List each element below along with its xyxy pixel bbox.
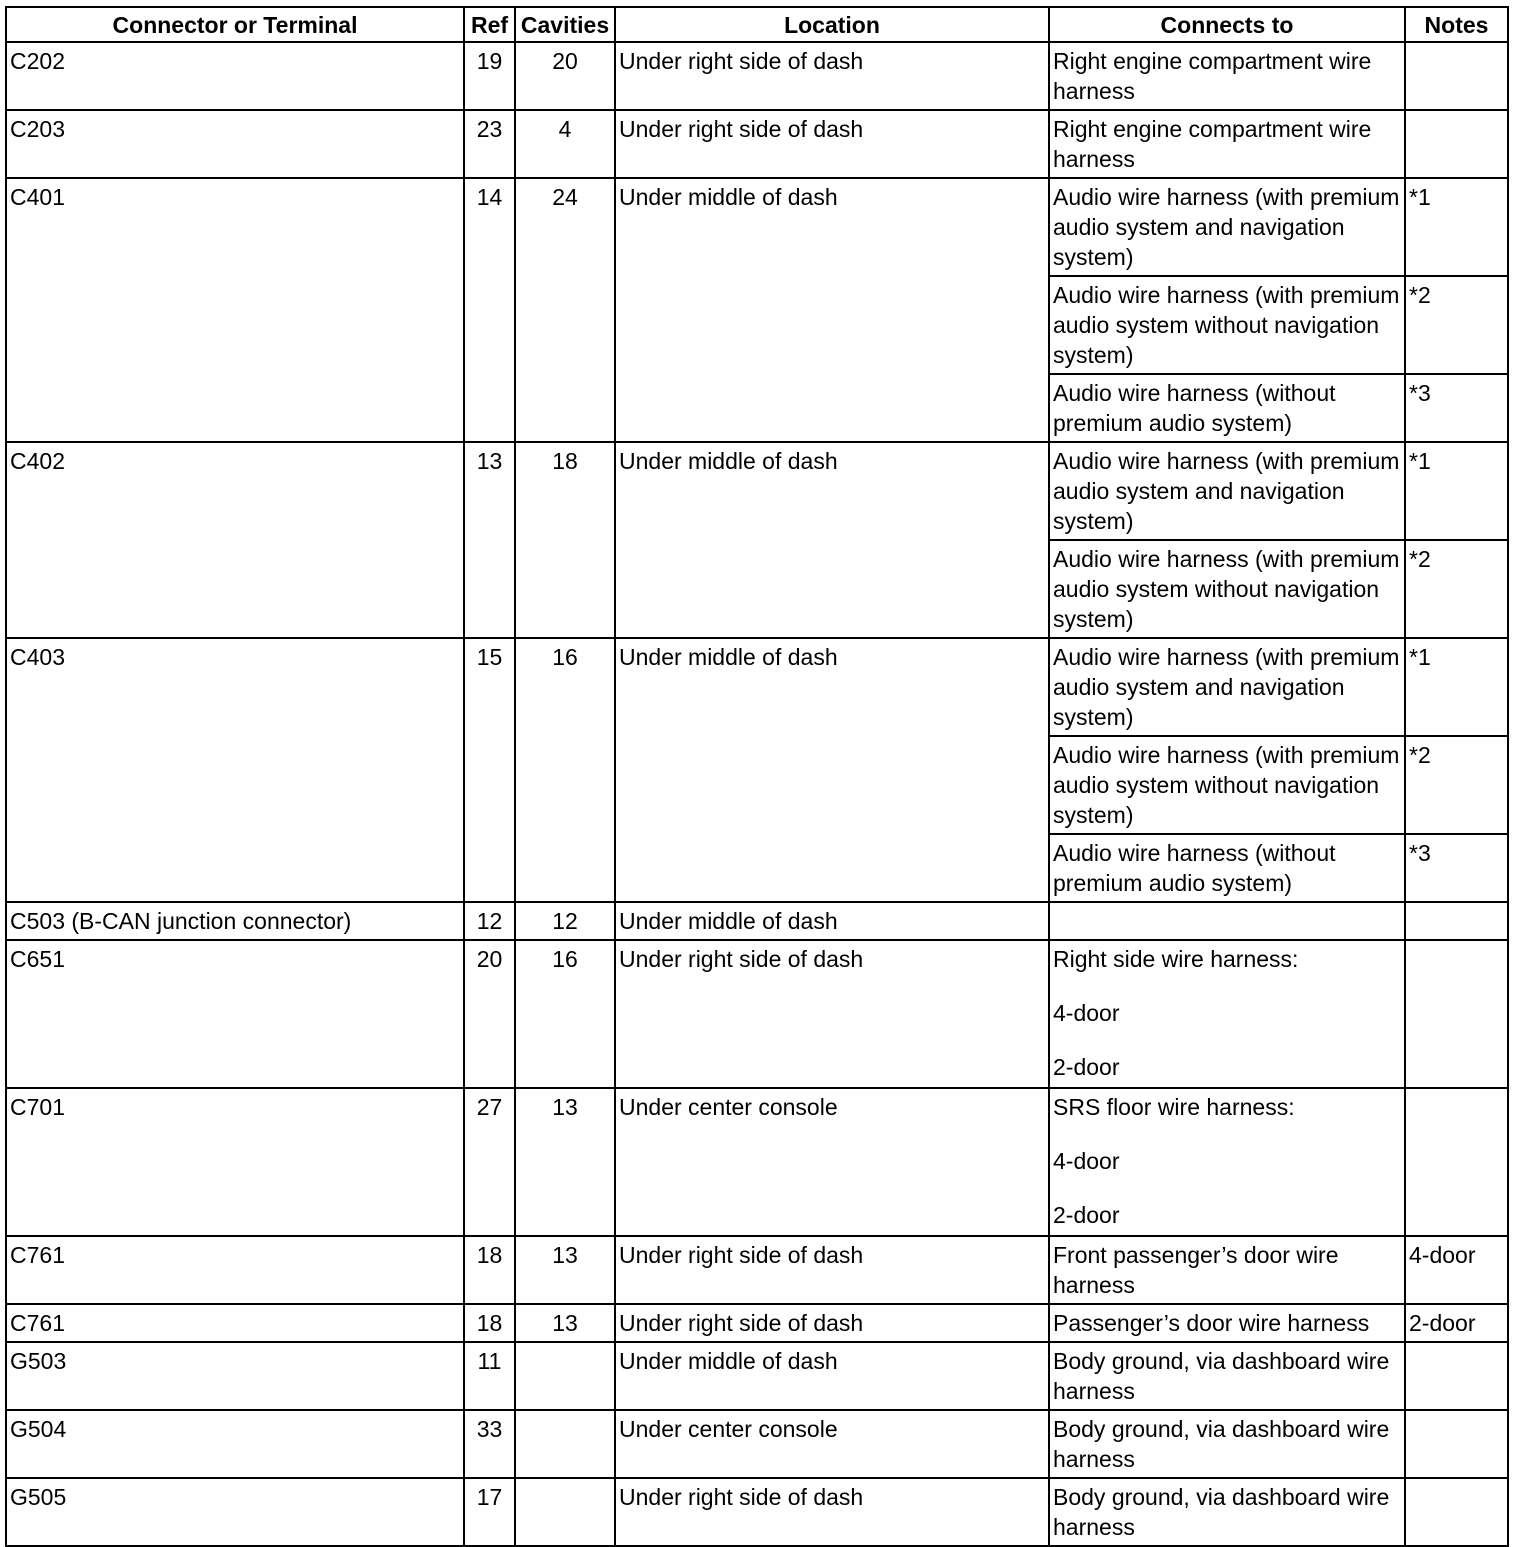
cavities-cell: 16 (515, 940, 615, 1088)
notes-cell (1405, 1410, 1508, 1478)
cavities-cell: 20 (515, 42, 615, 110)
notes-cell (1405, 1342, 1508, 1410)
table-row (6, 1478, 1508, 1546)
connector-cell: C503 (B-CAN junction connector) (6, 902, 464, 940)
connector-table (5, 6, 1509, 1547)
location-cell: Under center console (615, 1410, 1049, 1478)
connects-to-cell: Front passenger’s door wire harness (1049, 1236, 1405, 1304)
connects-to-cell: Body ground, via dashboard wire harness (1049, 1342, 1405, 1410)
connector-cell: C402 (6, 442, 464, 638)
connector-cell: C701 (6, 1088, 464, 1236)
notes-cell: *3 (1405, 374, 1508, 442)
notes-cell: 2-door (1405, 1304, 1508, 1342)
ref-cell: 15 (464, 638, 515, 902)
location-cell: Under middle of dash (615, 638, 1049, 902)
location-cell: Under right side of dash (615, 940, 1049, 1088)
connector-cell: G503 (6, 1342, 464, 1410)
location-cell: Under right side of dash (615, 1304, 1049, 1342)
connects-to-cell: Body ground, via dashboard wire harness (1049, 1478, 1405, 1546)
notes-cell: *1 (1405, 638, 1508, 736)
header-connects-to: Connects to (1049, 7, 1405, 42)
connects-to-cell: Right engine compartment wire harness (1049, 110, 1405, 178)
connector-cell: C651 (6, 940, 464, 1088)
cavities-cell (515, 1410, 615, 1478)
notes-cell (1405, 110, 1508, 178)
notes-cell (1405, 1088, 1508, 1236)
notes-cell (1405, 1478, 1508, 1546)
ref-cell: 18 (464, 1236, 515, 1304)
connects-to-cell: Audio wire harness (with premium audio system without navigation system) (1049, 540, 1405, 638)
ref-cell: 14 (464, 178, 515, 442)
notes-cell: *2 (1405, 276, 1508, 374)
location-cell: Under right side of dash (615, 1478, 1049, 1546)
connector-cell: G504 (6, 1410, 464, 1478)
cavities-cell: 12 (515, 902, 615, 940)
notes-cell (1405, 42, 1508, 110)
connector-cell: C761 (6, 1304, 464, 1342)
table-row (6, 1304, 1508, 1342)
table-row (6, 1342, 1508, 1410)
cavities-cell (515, 1342, 615, 1410)
connects-to-cell: Audio wire harness (with premium audio system and navigation system) (1049, 178, 1405, 276)
connects-to-cell: Audio wire harness (with premium audio system without navigation system) (1049, 276, 1405, 374)
connects-to-line: SRS floor wire harness: (1053, 1094, 1295, 1120)
table-row (6, 902, 1508, 940)
cavities-cell: 13 (515, 1236, 615, 1304)
header-row (6, 7, 1508, 42)
ref-cell: 19 (464, 42, 515, 110)
connects-to-cell (1049, 902, 1405, 940)
header-ref: Ref (464, 7, 515, 42)
table-row (6, 110, 1508, 178)
notes-cell: *1 (1405, 442, 1508, 540)
notes-cell (1405, 940, 1508, 1088)
location-cell: Under middle of dash (615, 178, 1049, 442)
connector-cell: C203 (6, 110, 464, 178)
location-cell: Under right side of dash (615, 110, 1049, 178)
connector-cell: G505 (6, 1478, 464, 1546)
cavities-cell: 18 (515, 442, 615, 638)
table-row (6, 178, 1508, 276)
location-cell: Under right side of dash (615, 1236, 1049, 1304)
cavities-cell: 24 (515, 178, 615, 442)
location-cell: Under center console (615, 1088, 1049, 1236)
header-cavities: Cavities (515, 7, 615, 42)
connects-to-cell: Passenger’s door wire harness (1049, 1304, 1405, 1342)
connects-to-cell (1049, 940, 1405, 1088)
ref-cell: 17 (464, 1478, 515, 1546)
connects-to-line: Right side wire harness: (1053, 946, 1299, 972)
table-row (6, 638, 1508, 736)
cavities-cell: 13 (515, 1088, 615, 1236)
notes-cell (1405, 902, 1508, 940)
header-connector: Connector or Terminal (6, 7, 464, 42)
cavities-cell: 4 (515, 110, 615, 178)
location-cell: Under right side of dash (615, 42, 1049, 110)
table-row (6, 42, 1508, 110)
ref-cell: 18 (464, 1304, 515, 1342)
cavities-cell: 16 (515, 638, 615, 902)
notes-cell: 4-door (1405, 1236, 1508, 1304)
header-location: Location (615, 7, 1049, 42)
connects-to-cell: Right engine compartment wire harness (1049, 42, 1405, 110)
connects-to-line: 4-door (1053, 1000, 1120, 1026)
ref-cell: 33 (464, 1410, 515, 1478)
table-row (6, 442, 1508, 540)
table-row (6, 1236, 1508, 1304)
ref-cell: 11 (464, 1342, 515, 1410)
connects-to-cell: Audio wire harness (with premium audio system and navigation system) (1049, 638, 1405, 736)
connector-cell: C401 (6, 178, 464, 442)
ref-cell: 12 (464, 902, 515, 940)
cavities-cell: 13 (515, 1304, 615, 1342)
table-row (6, 1088, 1508, 1236)
header-notes: Notes (1405, 7, 1508, 42)
ref-cell: 20 (464, 940, 515, 1088)
connects-to-cell (1049, 1088, 1405, 1236)
cavities-cell (515, 1478, 615, 1546)
connects-to-cell: Body ground, via dashboard wire harness (1049, 1410, 1405, 1478)
ref-cell: 23 (464, 110, 515, 178)
ref-cell: 13 (464, 442, 515, 638)
notes-cell: *1 (1405, 178, 1508, 276)
notes-cell: *2 (1405, 736, 1508, 834)
ref-cell: 27 (464, 1088, 515, 1236)
connects-to-line: 4-door (1053, 1148, 1120, 1174)
connects-to-cell: Audio wire harness (without premium audio system) (1049, 374, 1405, 442)
connects-to-cell: Audio wire harness (with premium audio system without navigation system) (1049, 736, 1405, 834)
location-cell: Under middle of dash (615, 1342, 1049, 1410)
connector-cell: C403 (6, 638, 464, 902)
table-row (6, 940, 1508, 1088)
connector-cell: C202 (6, 42, 464, 110)
table-row (6, 1410, 1508, 1478)
connects-to-cell: Audio wire harness (without premium audio system) (1049, 834, 1405, 902)
connector-cell: C761 (6, 1236, 464, 1304)
notes-cell: *2 (1405, 540, 1508, 638)
connects-to-line: 2-door (1053, 1202, 1120, 1228)
connects-to-cell: Audio wire harness (with premium audio system and navigation system) (1049, 442, 1405, 540)
location-cell: Under middle of dash (615, 902, 1049, 940)
connects-to-line: 2-door (1053, 1054, 1120, 1080)
notes-cell: *3 (1405, 834, 1508, 902)
location-cell: Under middle of dash (615, 442, 1049, 638)
